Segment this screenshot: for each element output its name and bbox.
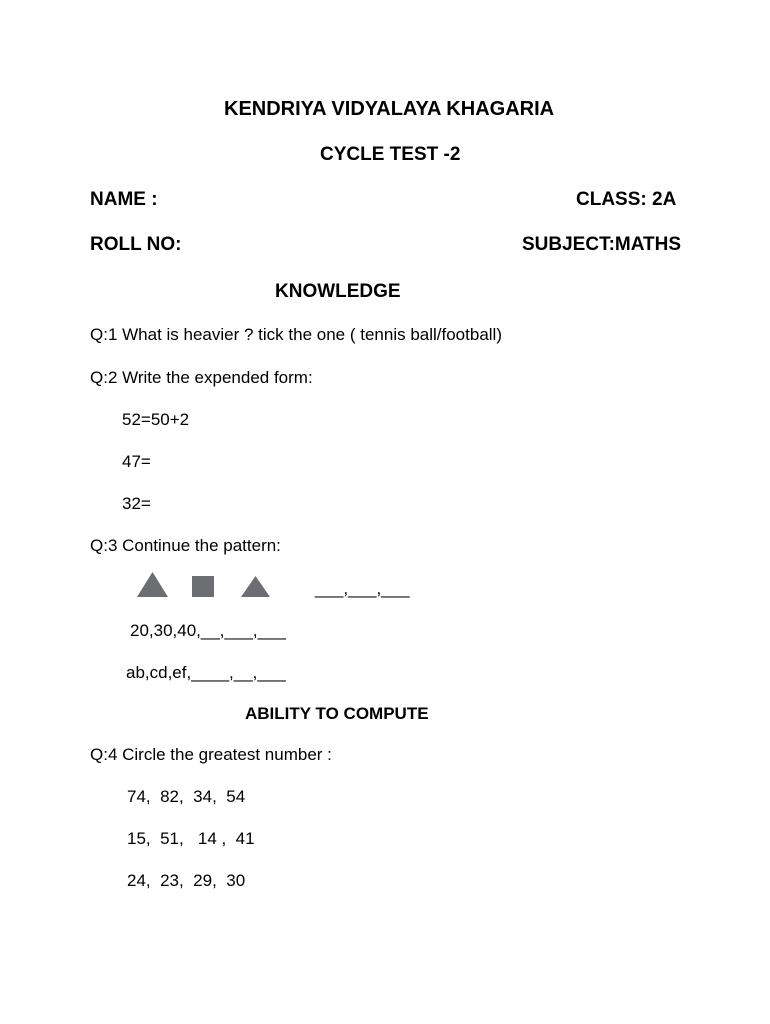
q3-letter-pattern: ab,cd,ef,____,__,___ <box>126 663 286 682</box>
question-2: Q:2 Write the expended form: <box>90 368 313 387</box>
q4-line-1: 74, 82, 34, 54 <box>127 787 246 806</box>
question-1: Q:1 What is heavier ? tick the one ( tennis ball/football) <box>90 325 502 344</box>
q3-number-pattern: 20,30,40,__,___,___ <box>130 621 286 640</box>
section-ability-to-compute: ABILITY TO COMPUTE <box>245 704 429 723</box>
q4-line-3: 24, 23, 29, 30 <box>127 871 246 890</box>
q3-shape-blanks: ___,___,___ <box>315 579 410 598</box>
q2-line-1: 52=50+2 <box>122 410 190 429</box>
school-name: KENDRIYA VIDYALAYA KHAGARIA <box>224 98 555 120</box>
triangle-shape-1 <box>137 572 168 597</box>
subject-label: SUBJECT:MATHS <box>522 234 682 255</box>
class-label: CLASS: 2A <box>576 189 677 210</box>
square-shape <box>192 576 214 597</box>
q2-line-3: 32= <box>122 494 151 513</box>
q2-line-2: 47= <box>122 452 151 471</box>
question-4: Q:4 Circle the greatest number : <box>90 745 332 764</box>
q4-line-2: 15, 51, 14 , 41 <box>127 829 255 848</box>
name-label: NAME : <box>90 189 158 210</box>
roll-no-label: ROLL NO: <box>90 234 182 255</box>
triangle-shape-2 <box>241 576 270 597</box>
question-3: Q:3 Continue the pattern: <box>90 536 281 555</box>
test-title: CYCLE TEST -2 <box>320 144 461 165</box>
section-knowledge: KNOWLEDGE <box>275 281 401 302</box>
